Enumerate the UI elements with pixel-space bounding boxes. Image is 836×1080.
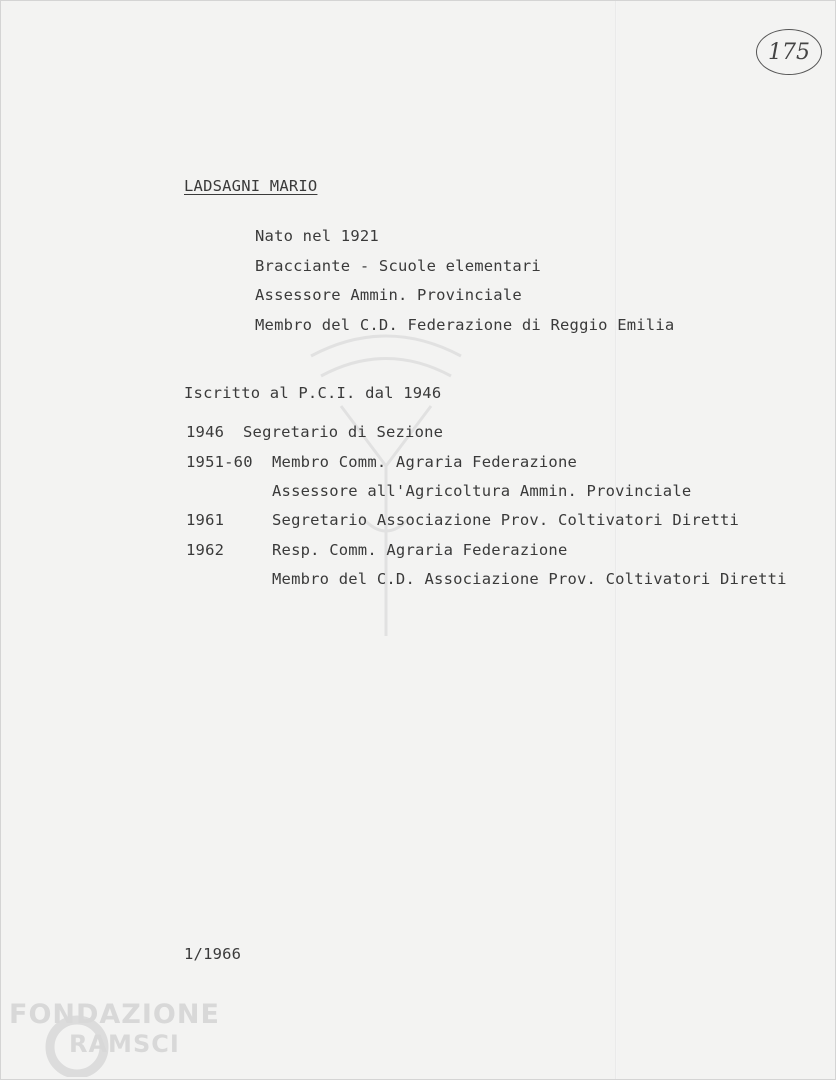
career-year: 1961: [186, 511, 225, 529]
enrollment-line: Iscritto al P.C.I. dal 1946: [184, 384, 442, 402]
personal-line-occupation: Bracciante - Scuole elementari: [255, 257, 541, 275]
personal-line-membership: Membro del C.D. Federazione di Reggio Emilia: [255, 316, 675, 334]
document-heading: LADSAGNI MARIO: [184, 177, 318, 195]
career-year: 1962: [186, 541, 225, 559]
career-role: Membro del C.D. Associazione Prov. Coltivatori Diretti: [272, 570, 787, 588]
page-number-stamp: [756, 29, 822, 75]
career-year: 1951-60: [186, 453, 253, 471]
career-role: Resp. Comm. Agraria Federazione: [272, 541, 568, 559]
svg-text:RAMSCI: RAMSCI: [69, 1030, 180, 1058]
career-role: Segretario Associazione Prov. Coltivatori Diretti: [272, 511, 740, 529]
career-year: 1946: [186, 423, 225, 441]
fold-line: [615, 1, 617, 1080]
personal-line-birth: Nato nel 1921: [255, 227, 379, 245]
page-number: 175: [768, 39, 810, 65]
personal-line-office: Assessore Ammin. Provinciale: [255, 286, 522, 304]
document-date: 1/1966: [184, 945, 242, 963]
svg-text:FONDAZIONE: FONDAZIONE: [9, 999, 220, 1030]
fondazione-gramsci-logo: [5, 989, 220, 1077]
career-role: Membro Comm. Agraria Federazione: [272, 453, 578, 471]
career-role: Assessore all'Agricoltura Ammin. Provinciale: [272, 482, 692, 500]
watermark-emblem: [281, 316, 491, 646]
career-role: Segretario di Sezione: [243, 423, 444, 441]
